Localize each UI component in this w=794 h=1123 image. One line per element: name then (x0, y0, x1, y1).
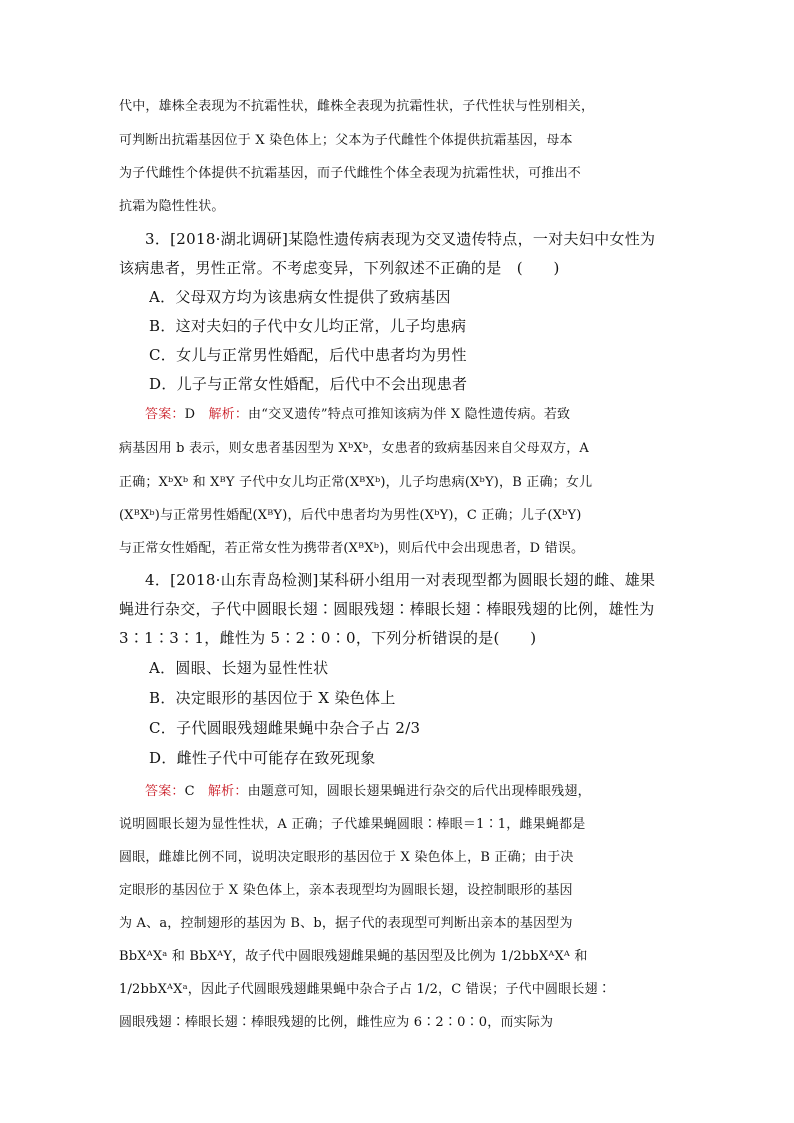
question-4-stem-line-2: 蝇进行杂交，子代中圆眼长翅∶圆眼残翅∶棒眼长翅∶棒眼残翅的比例，雄性为 (119, 600, 655, 618)
continuation-line-1: 代中，雄株全表现为不抗霜性状，雌株全表现为抗霜性状，子代性状与性别相关， (119, 99, 595, 114)
question-3-analysis-line-3: 正确；XᵇXᵇ 和 XᴮY 子代中女儿均正常(XᴮXᵇ)，儿子均患病(XᵇY)，B 正确；女儿 (119, 475, 593, 490)
question-4-analysis-line-4: 定眼形的基因位于 X 染色体上，亲本表现型均为圆眼长翅，设控制眼形的基因 (119, 883, 573, 898)
question-4-analysis-line-8: 圆眼残翅∶棒眼长翅∶棒眼残翅的比例，雌性应为 6∶2∶0∶0，而实际为 (119, 1015, 554, 1030)
question-4-analysis-line-7: 1/2bbXᴬXᵃ，因此子代圆眼残翅雌果蝇中杂合子占 1/2，C 错误；子代中圆眼长翅∶ (119, 982, 611, 997)
question-4-analysis-line-2: 说明圆眼长翅为显性性状，A 正确；子代雄果蝇圆眼∶棒眼＝1∶1，雌果蝇都是 (119, 817, 586, 832)
question-3-option-a: A．父母双方均为该患病女性提供了致病基因 (149, 288, 451, 306)
analysis-label: 解析： (208, 407, 249, 422)
question-3-stem-line-1: 3．[2018·湖北调研]某隐性遗传病表现为交叉遗传特点，一对夫妇中女性为 (145, 230, 656, 248)
question-4-answer-line-1 (145, 782, 701, 802)
question-4-stem-line-3: 3∶1∶3∶1，雌性为 5∶2∶0∶0，下列分析错误的是( ) (119, 629, 537, 647)
analysis-text: 由“交叉遗传”特点可推知该病为伴 X 隐性遗传病。若致 (248, 407, 571, 422)
question-3-option-b: B．这对夫妇的子代中女儿均正常，儿子均患病 (149, 317, 467, 335)
question-3-option-d: D．儿子与正常女性婚配，后代中不会出现患者 (149, 375, 468, 393)
question-4-option-c: C．子代圆眼残翅雌果蝇中杂合子占 2/3 (149, 719, 421, 737)
answer-value: C (184, 784, 208, 799)
answer-value: D (184, 407, 209, 422)
analysis-label: 解析： (207, 784, 248, 799)
continuation-line-4: 抗霜为隐性性状。 (119, 199, 225, 214)
question-3-answer-line-1 (145, 405, 701, 425)
question-4-option-b: B．决定眼形的基因位于 X 染色体上 (149, 689, 396, 707)
question-4-analysis-line-6: BbXᴬXᵃ 和 BbXᴬY，故子代中圆眼残翅雌果蝇的基因型及比例为 1/2bbXᴬXᴬ 和 (119, 949, 588, 964)
question-4-analysis-line-3: 圆眼，雌雄比例不同，说明决定眼形的基因位于 X 染色体上，B 正确；由于决 (119, 850, 574, 865)
question-3-stem-line-2: 该病患者，男性正常。不考虑变异，下列叙述不正确的是 ( ) (119, 259, 560, 277)
continuation-line-2: 可判断出抗霜基因位于 X 染色体上；父本为子代雌性个体提供抗霜基因，母本 (119, 133, 573, 148)
answer-label: 答案： (145, 407, 185, 422)
question-3-option-c: C．女儿与正常男性婚配，后代中患者均为男性 (149, 346, 467, 364)
question-4-stem-line-1: 4．[2018·山东青岛检测]某科研小组用一对表现型都为圆眼长翅的雌、雄果 (145, 571, 656, 589)
continuation-line-3: 为子代雌性个体提供不抗霜基因，而子代雌性个体全表现为抗霜性状，可推出不 (119, 166, 582, 181)
question-4-option-d: D．雌性子代中可能存在致死现象 (149, 749, 376, 767)
question-4-option-a: A．圆眼、长翅为显性性状 (149, 659, 329, 677)
question-4-analysis-line-5: 为 A、a，控制翅形的基因为 B、b，据子代的表现型可判断出亲本的基因型为 (119, 916, 573, 931)
analysis-text: 由题意可知，圆眼长翅果蝇进行杂交的后代出现棒眼残翅， (247, 784, 591, 799)
question-3-analysis-line-4: (XᴮXᵇ)与正常男性婚配(XᴮY)，后代中患者均为男性(XᵇY)，C 正确；儿子(XᵇY) (119, 508, 582, 523)
answer-label: 答案： (145, 784, 185, 799)
question-3-analysis-line-5: 与正常女性婚配，若正常女性为携带者(XᴮXᵇ)，则后代中会出现患者，D 错误。 (119, 541, 585, 556)
question-3-analysis-line-2: 病基因用 b 表示，则女患者基因型为 XᵇXᵇ，女患者的致病基因来自父母双方，A (119, 441, 590, 456)
